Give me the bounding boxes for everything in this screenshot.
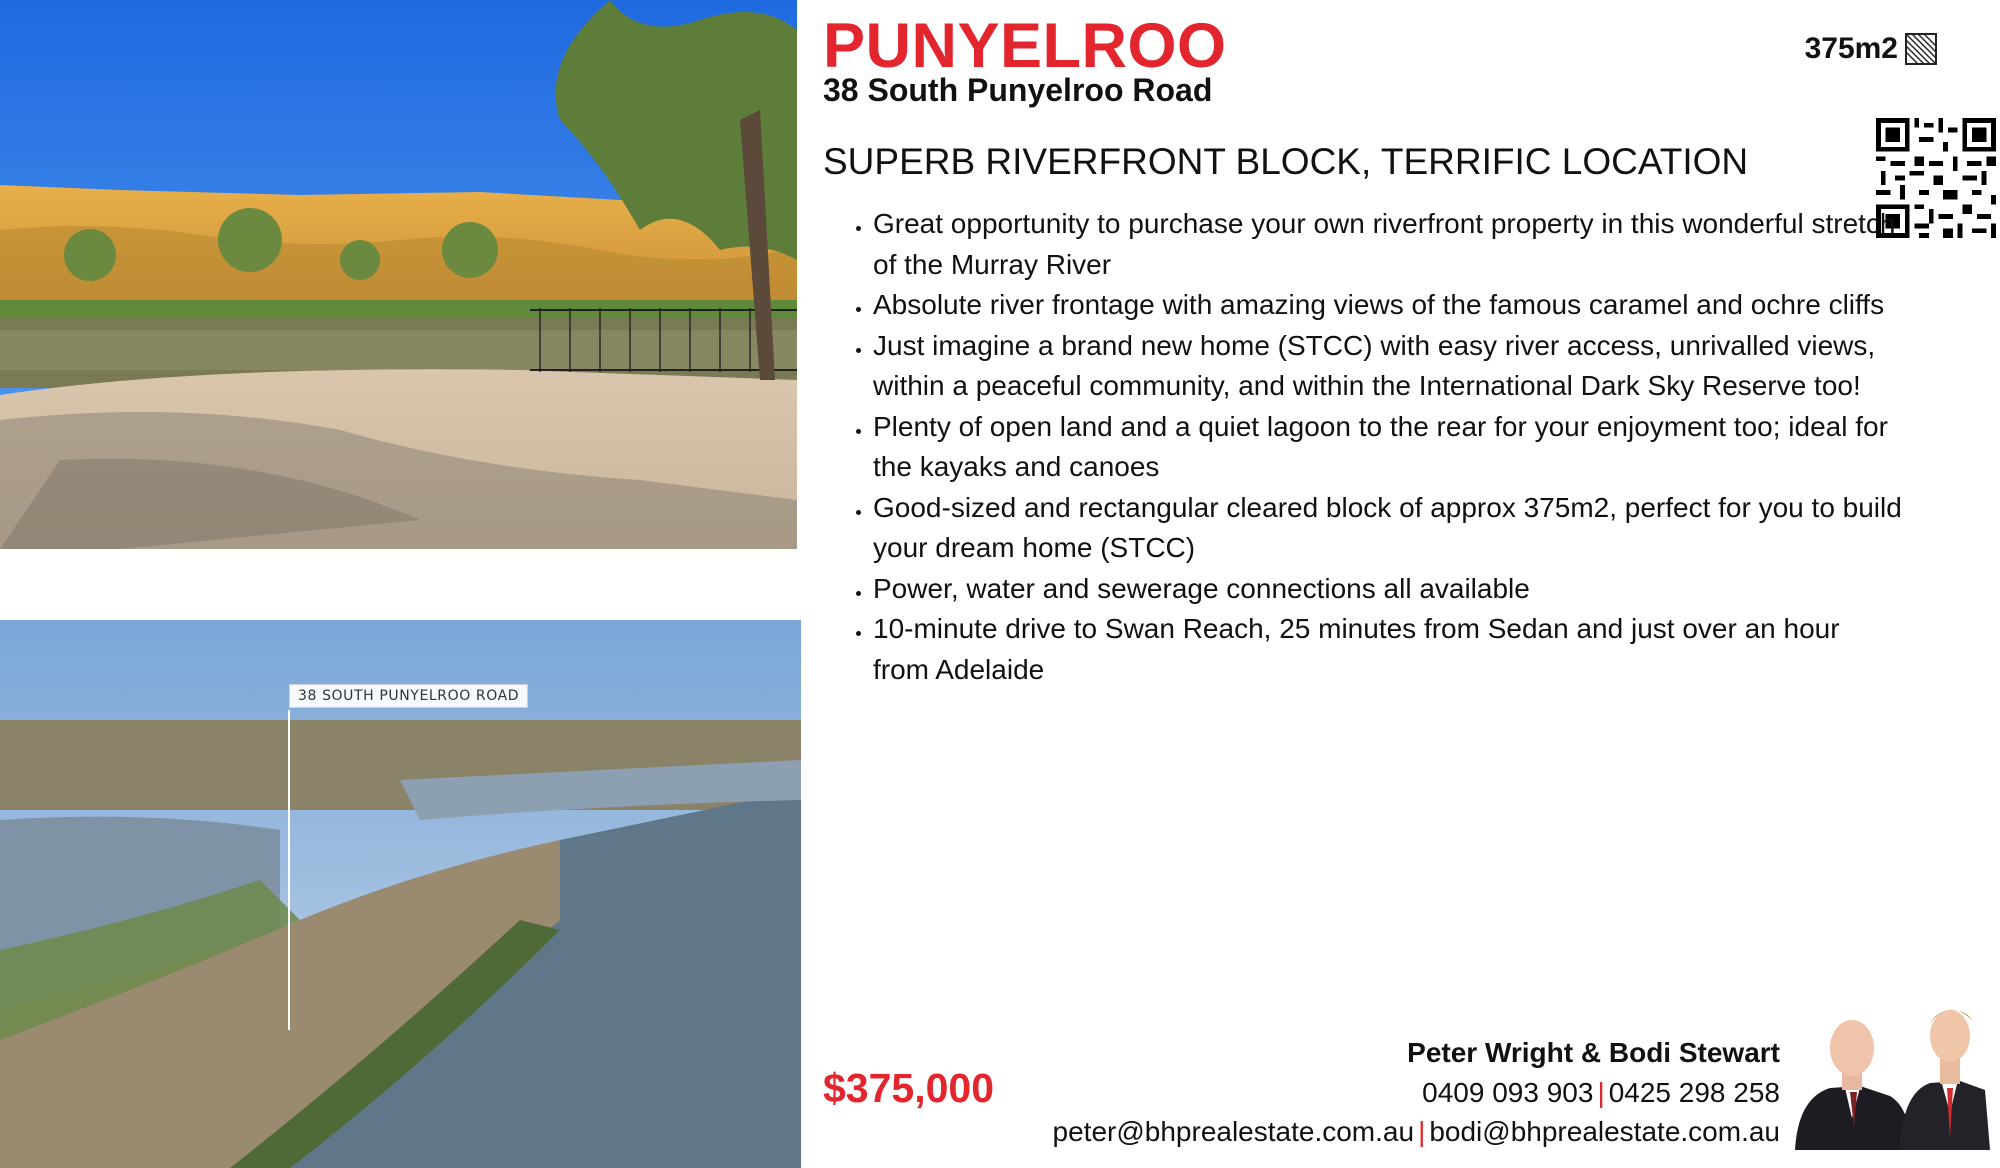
riverfront-block-photo: [0, 0, 797, 549]
aerial-address-label: 38 SOUTH PUNYELROO ROAD: [289, 684, 528, 708]
aerial-photo: [0, 620, 801, 1168]
phone-link-peter[interactable]: 0409 093 903: [1422, 1076, 1594, 1108]
land-size-value: 375m2: [1804, 32, 1898, 65]
feature-item: • Plenty of open land and a quiet lagoon to the rear for your enjoyment too; ideal for the kayaks and canoes: [873, 407, 1903, 488]
feature-item: • Good-sized and rectangular cleared block of approx 375m2, perfect for you to build your dream home (STCC): [873, 488, 1903, 569]
suburb-title: PUNYELROO: [823, 11, 1227, 81]
listing-headline: SUPERB RIVERFRONT BLOCK, TERRIFIC LOCATION: [823, 141, 1749, 182]
email-link-peter[interactable]: peter@bhprealestate.com.au: [1052, 1116, 1415, 1147]
land-area-icon: [1904, 32, 1938, 66]
location-pin-line: [288, 710, 290, 1030]
phone-link-bodi[interactable]: 0425 298 258: [1608, 1076, 1780, 1108]
feature-item: • Great opportunity to purchase your own riverfront property in this wonderful stretch of the Murray River: [873, 204, 1903, 285]
agent-photo-peter: [1795, 1020, 1912, 1150]
land-size: [1805, 32, 1938, 66]
feature-item: • Power, water and sewerage connections all available: [873, 569, 1903, 610]
agent-contact-block: [1053, 1033, 1780, 1152]
feature-list: [823, 204, 1903, 690]
agent-photo-bodi: [1900, 1010, 1990, 1150]
feature-item: • Just imagine a brand new home (STCC) with easy river access, unrivalled views, within a peaceful community, and within the International Dark Sky Reserve too!: [873, 326, 1903, 407]
agent-names: Peter Wright & Bodi Stewart: [1407, 1037, 1780, 1068]
agent-headshots: [1790, 978, 1990, 1150]
feature-item: • 10-minute drive to Swan Reach, 25 minutes from Sedan and just over an hour from Adelaide: [873, 609, 1903, 690]
property-address: 38 South Punyelroo Road: [823, 72, 1213, 108]
email-link-bodi[interactable]: bodi@bhprealestate.com.au: [1429, 1116, 1780, 1147]
feature-item: • Absolute river frontage with amazing views of the famous caramel and ochre cliffs: [873, 285, 1903, 326]
price: $375,000: [823, 1065, 995, 1111]
separator: |: [1418, 1116, 1426, 1147]
agent-phones: [1053, 1073, 1780, 1113]
agent-emails: [1053, 1112, 1780, 1152]
separator: |: [1597, 1076, 1605, 1108]
